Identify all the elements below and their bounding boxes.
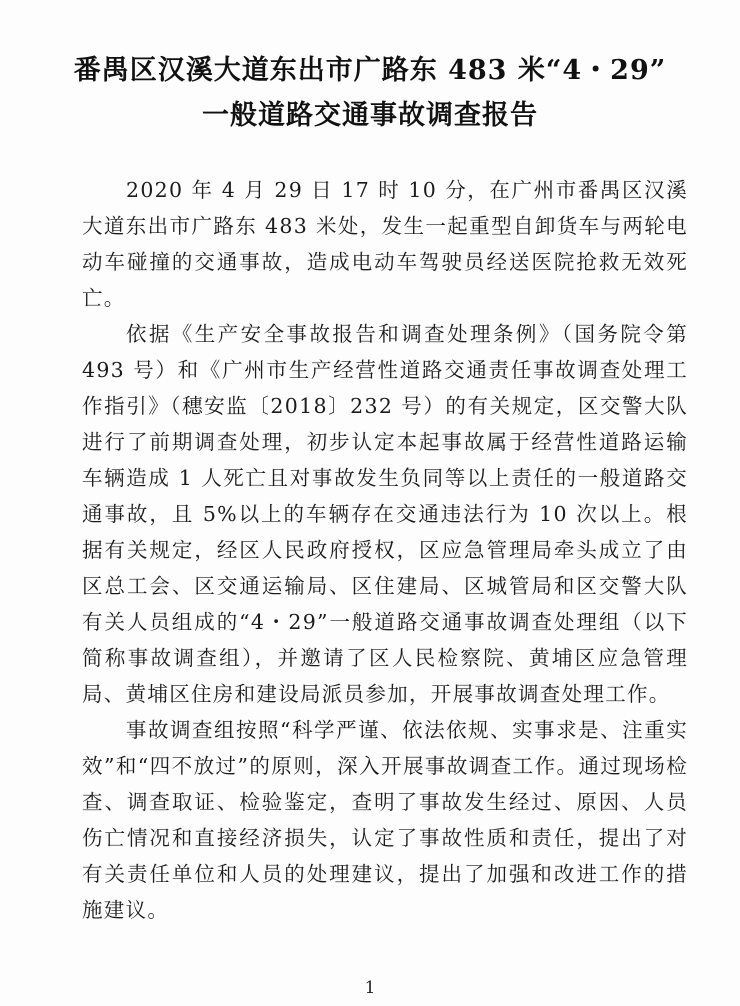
paragraph-legal-basis: 依据《生产安全事故报告和调查处理条例》（国务院令第 493 号）和《广州市生产经营性道路交通责任事故调查处理工作指引》（穗安监〔2018〕232 号）的有关规定，区交警大队进行了前期调查处理，初步认定本起事故属于经营性道路运输车辆造成 1 人死亡且对事故发生负同等以上责任的一般道路交通事故，且 5%以上的车辆存在交通违法行为 10 次以上。根据有关规定，经区人民政府授权，区应急管理局牵头成立了由区总工会、区交通运输局、区住建局、区城管局和区交警大队有关人员组成的“4・29”一般道路交通事故调查处理组（以下简称事故调查组），并邀请了区人民检察院、黄埔区应急管理局、黄埔区住房和建设局派员参加，开展事故调查处理工作。 <box>82 322 688 706</box>
paragraph-incident-summary: 2020 年 4 月 29 日 17 时 10 分，在广州市番禺区汉溪大道东出市广路东 483 米处，发生一起重型自卸货车与两轮电动车碰撞的交通事故，造成电动车驾驶员经送医院抢救无效死亡。 <box>82 178 688 310</box>
page-number: 1 <box>364 978 376 998</box>
report-title-line-2: 一般道路交通事故调查报告 <box>202 100 538 131</box>
report-body <box>82 172 688 928</box>
paragraph-investigation-principles: 事故调查组按照“科学严谨、依法依规、实事求是、注重实效”和“四不放过”的原则，深入开展事故调查工作。通过现场检查、调查取证、检验鉴定，查明了事故发生经过、原因、人员伤亡情况和直接经济损失，认定了事故性质和责任，提出了对有关责任单位和人员的处理建议，提出了加强和改进工作的措施建议。 <box>82 718 688 922</box>
report-title-line-1: 番禺区汉溪大道东出市广路东 483 米“4・29” <box>73 55 667 86</box>
